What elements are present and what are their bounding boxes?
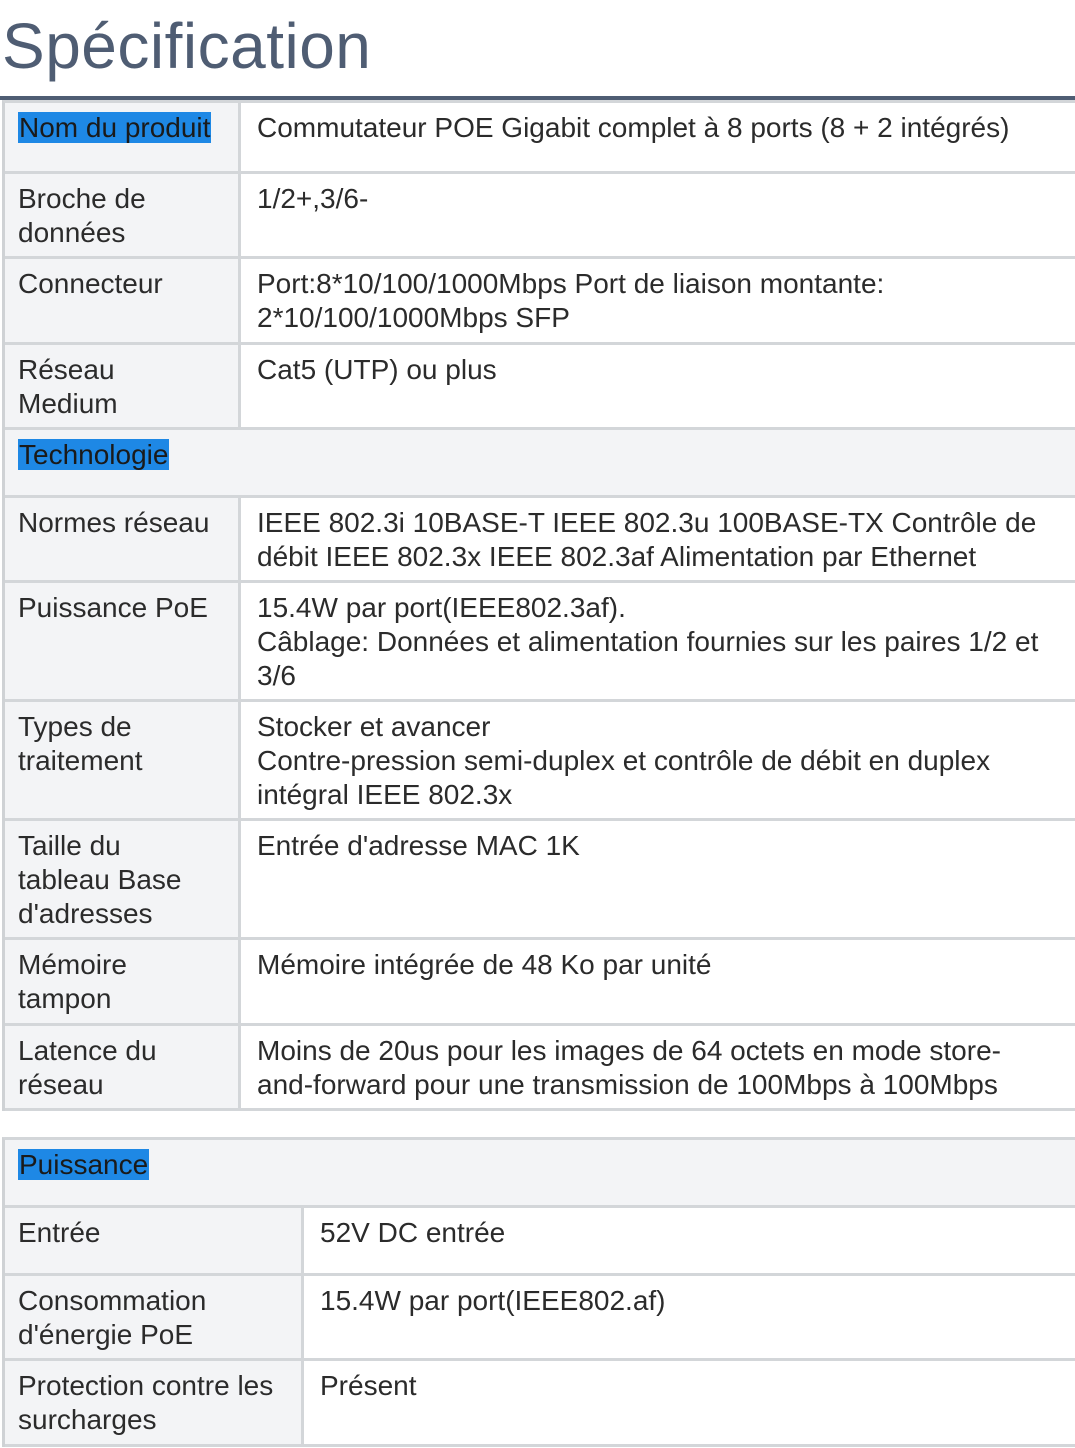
- table-row: [5, 1361, 1075, 1447]
- row-label: Normes réseau: [5, 498, 241, 580]
- row-value: Port:8*10/100/1000Mbps Port de liaison montante: 2*10/100/1000Mbps SFP: [241, 259, 1075, 342]
- row-value: Moins de 20us pour les images de 64 octets en mode store- and-forward pour une transmission de 100Mbps à 100Mbps: [241, 1026, 1075, 1108]
- row-value: Cat5 (UTP) ou plus: [241, 345, 1075, 427]
- row-label: Connecteur: [5, 259, 241, 342]
- row-value: Entrée d'adresse MAC 1K: [241, 821, 1075, 937]
- selected-text-highlight[interactable]: Puissance: [19, 1149, 149, 1180]
- table-row: [5, 1276, 1075, 1361]
- row-value: 15.4W par port(IEEE802.af): [304, 1276, 1075, 1358]
- selected-text-highlight[interactable]: Technologie: [19, 439, 169, 470]
- row-value: 52V DC entrée: [304, 1208, 1075, 1273]
- row-label: Taille du tableau Base d'adresses: [5, 821, 241, 937]
- row-label: Entrée: [5, 1208, 304, 1273]
- table-row: [5, 702, 1075, 821]
- spec-table-power: [2, 1137, 1075, 1447]
- section-header: [5, 1140, 1075, 1208]
- row-label: Latence du réseau: [5, 1026, 241, 1108]
- selected-text-highlight[interactable]: Nom du produit: [19, 112, 211, 143]
- table-row: [5, 1208, 1075, 1276]
- section-header: [5, 430, 1075, 498]
- table-row: [5, 821, 1075, 940]
- row-value: Commutateur POE Gigabit complet à 8 ports (8 + 2 intégrés): [241, 103, 1075, 171]
- table-row: [5, 259, 1075, 345]
- row-label: Mémoire tampon: [5, 940, 241, 1023]
- row-label: [5, 103, 241, 171]
- row-value: Présent: [304, 1361, 1075, 1444]
- row-value: IEEE 802.3i 10BASE-T IEEE 802.3u 100BASE-TX Contrôle de débit IEEE 802.3x IEEE 802.3af Alimentation par Ethernet: [241, 498, 1075, 580]
- table-row: [5, 103, 1075, 174]
- row-value: Stocker et avancer Contre-pression semi-duplex et contrôle de débit en duplex intégral IEEE 802.3x: [241, 702, 1075, 818]
- table-row: [5, 583, 1075, 702]
- row-value: 1/2+,3/6-: [241, 174, 1075, 256]
- row-label: Broche de données: [5, 174, 241, 256]
- row-label: Réseau Medium: [5, 345, 241, 427]
- table-row: [5, 940, 1075, 1026]
- page-title: Spécification: [2, 10, 372, 82]
- row-value: Mémoire intégrée de 48 Ko par unité: [241, 940, 1075, 1023]
- spec-table-general: [2, 100, 1075, 1111]
- row-label: Puissance PoE: [5, 583, 241, 699]
- table-row: [5, 498, 1075, 583]
- table-row: [5, 174, 1075, 259]
- table-row: [5, 345, 1075, 430]
- row-label: Types de traitement: [5, 702, 241, 818]
- table-row: [5, 1026, 1075, 1111]
- row-label: Consommation d'énergie PoE: [5, 1276, 304, 1358]
- row-label: Protection contre les surcharges: [5, 1361, 304, 1444]
- row-value: 15.4W par port(IEEE802.3af). Câblage: Données et alimentation fournies sur les paires 1/2 et 3/6: [241, 583, 1075, 699]
